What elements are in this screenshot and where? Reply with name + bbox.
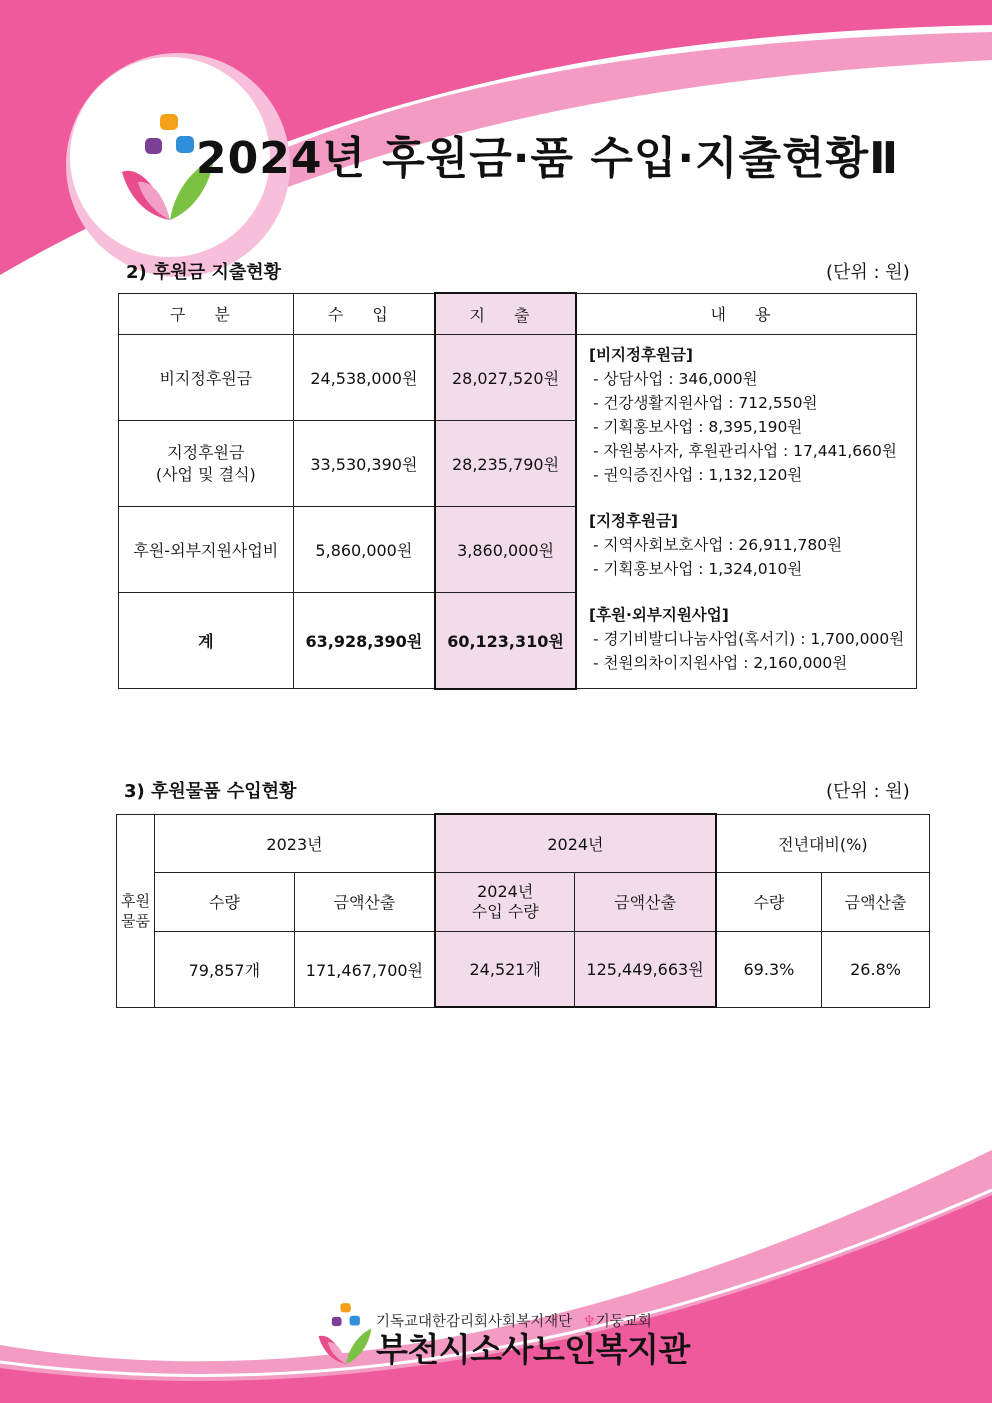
details-item: - 기획홍보사업 : 1,324,010원 — [592, 560, 803, 578]
page-title: 2024년 후원금·품 수입·지출현황Ⅱ — [196, 133, 900, 184]
year-prev-header: 2023년 — [154, 814, 435, 872]
total-income: 63,928,390원 — [293, 593, 435, 689]
church-icon: ♆ — [582, 1314, 596, 1330]
header-income: 수 입 — [293, 293, 435, 335]
details-item: - 기획홍보사업 : 8,395,190원 — [592, 418, 803, 436]
total-spend: 60,123,310원 — [435, 593, 576, 689]
prev-amount: 171,467,700원 — [294, 931, 435, 1007]
cmp-amount: 26.8% — [822, 931, 930, 1007]
details-item: - 경기비발디나눔사업(혹서기) : 1,700,000원 — [592, 630, 905, 648]
row-income: 24,538,000원 — [293, 335, 435, 421]
donation-spend-table — [118, 292, 917, 690]
row-spend: 28,027,520원 — [435, 335, 576, 421]
footer-center-name: 부천시소사노인복지관 — [376, 1330, 690, 1369]
section2-unit: (단위 : 원) — [826, 781, 910, 802]
cur-amount-header: 금액산출 — [575, 872, 716, 931]
row-label: 후원-외부지원사업비 — [119, 507, 294, 593]
row-spend: 3,860,000원 — [435, 507, 576, 593]
details-group-external — [588, 603, 906, 675]
cur-qty: 24,521개 — [435, 931, 575, 1007]
header-content: 내 용 — [576, 293, 917, 335]
section1-title: 2) 후원금 지출현황 — [126, 262, 281, 283]
details-item: - 천원의차이지원사업 : 2,160,000원 — [592, 654, 848, 672]
details-item: - 지역사회보호사업 : 26,911,780원 — [592, 536, 843, 554]
row-income: 5,860,000원 — [293, 507, 435, 593]
year-cur-header: 2024년 — [435, 814, 716, 872]
header-spend: 지 출 — [435, 293, 576, 335]
total-label: 계 — [119, 593, 294, 689]
details-item: - 건강생활지원사업 : 712,550원 — [592, 394, 818, 412]
prev-qty-header: 수량 — [154, 872, 294, 931]
compare-header: 전년대비(%) — [716, 814, 930, 872]
cur-amount: 125,449,663원 — [575, 931, 716, 1007]
row-label: 지정후원금 (사업 및 결식) — [119, 421, 294, 507]
footer-org-name: 기독교대한감리회사회복지재단 — [376, 1314, 573, 1330]
details-group-title: [지정후원금] — [588, 512, 679, 530]
details-group-undesignated — [588, 343, 906, 487]
cmp-qty: 69.3% — [716, 931, 822, 1007]
cmp-amount-header: 금액산출 — [822, 872, 930, 931]
details-item: - 자원봉사자, 후원관리사업 : 17,441,660원 — [592, 442, 897, 460]
section1-unit: (단위 : 원) — [826, 262, 910, 283]
details-cell — [576, 335, 917, 689]
prev-amount-header: 금액산출 — [294, 872, 435, 931]
footer-logo-icon — [316, 1302, 374, 1368]
details-group-designated — [588, 509, 906, 581]
cmp-qty-header: 수량 — [716, 872, 822, 931]
header-category: 구 분 — [119, 293, 294, 335]
details-group-title: [후원·외부지원사업] — [588, 606, 729, 624]
prev-qty: 79,857개 — [154, 931, 294, 1007]
details-group-title: [비지정후원금] — [588, 346, 693, 364]
section2-title: 3) 후원물품 수입현황 — [124, 781, 297, 802]
row-spend: 28,235,790원 — [435, 421, 576, 507]
row-label: 비지정후원금 — [119, 335, 294, 421]
goods-income-table — [116, 813, 930, 1008]
footer-church: 기둥교회 — [595, 1314, 652, 1330]
cur-qty-header: 2024년 수입 수량 — [435, 872, 575, 931]
goods-row-label: 후원 물품 — [117, 814, 155, 1007]
details-item: - 상담사업 : 346,000원 — [592, 370, 758, 388]
details-item: - 권익증진사업 : 1,132,120원 — [592, 466, 803, 484]
row-income: 33,530,390원 — [293, 421, 435, 507]
